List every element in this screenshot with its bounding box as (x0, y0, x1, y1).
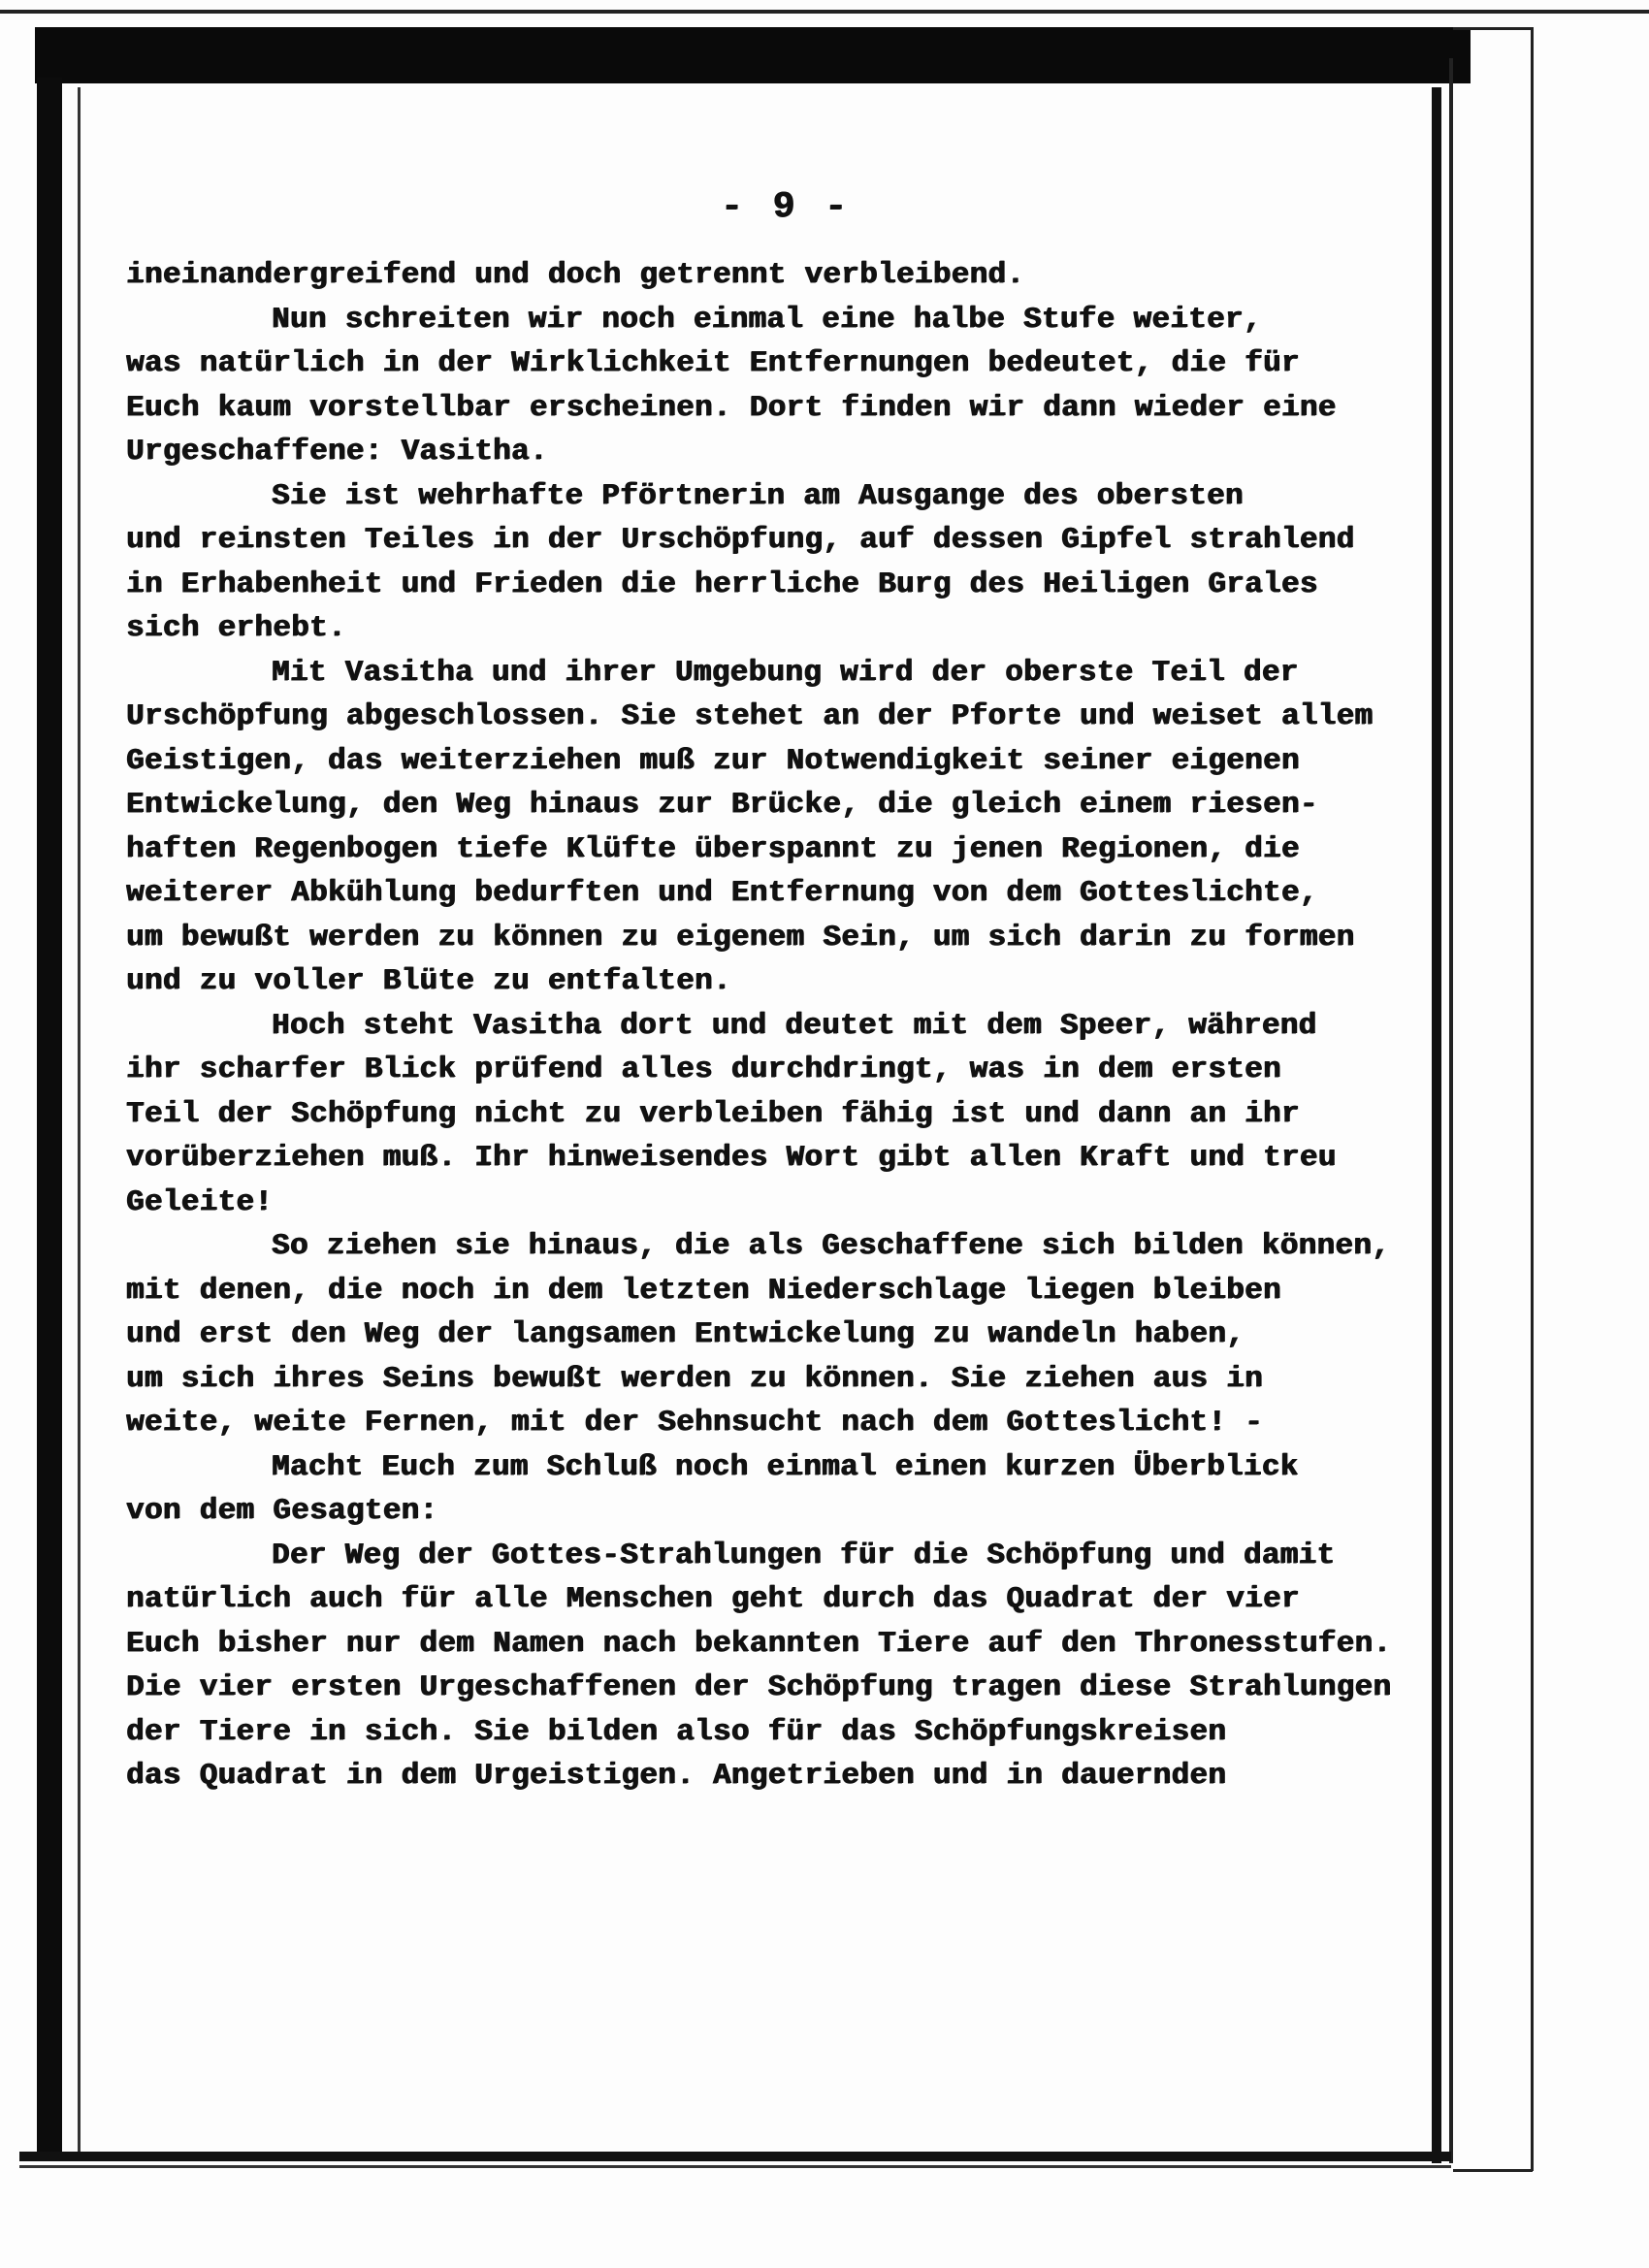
text-line: Nun schreiten wir noch einmal eine halbe Stufe weiter, (272, 302, 1262, 337)
text-line: natürlich auch für alle Menschen geht durch das Quadrat der vier (126, 1582, 1300, 1616)
text-line: sich erhebt. (126, 611, 346, 645)
text-line: Geleite! (126, 1184, 274, 1219)
paragraph (126, 1445, 1445, 1534)
body-text (126, 253, 1445, 1798)
text-line: was natürlich in der Wirklichkeit Entfernungen bedeutet, die für (126, 346, 1300, 380)
text-line: Teil der Schöpfung nicht zu verbleiben fähig ist und dann an ihr (126, 1096, 1300, 1131)
scan-outer-right-edge (1531, 27, 1534, 2171)
text-line: mit denen, die noch in dem letzten Niederschlage liegen bleiben (126, 1273, 1281, 1308)
text-line: um sich ihres Seins bewußt werden zu können. Sie ziehen aus in (126, 1361, 1263, 1396)
text-line: Entwickelung, den Weg hinaus zur Brücke, die gleich einem riesen- (126, 788, 1318, 822)
scan-left-border (37, 78, 62, 2154)
paragraph (126, 1004, 1445, 1225)
paragraph (126, 298, 1445, 474)
text-line: Urschöpfung abgeschlossen. Sie stehet an der Pforte und weiset allem (126, 699, 1374, 733)
scan-bottom-border (19, 2152, 1451, 2161)
text-line: Geistigen, das weiterziehen muß zur Notwendigkeit seiner eigenen (126, 743, 1300, 778)
paragraph (126, 651, 1445, 1004)
text-line: und erst den Weg der langsamen Entwickelung zu wandeln haben, (126, 1317, 1245, 1351)
text-line: Euch bisher nur dem Namen nach bekannten Tiere auf den Thronesstufen. (126, 1626, 1392, 1661)
typed-page (126, 175, 1445, 1798)
paragraph (126, 253, 1445, 298)
text-line: und zu voller Blüte zu entfalten. (126, 964, 731, 998)
scan-outer-top-edge (1453, 27, 1533, 30)
text-line: und reinsten Teiles in der Urschöpfung, auf dessen Gipfel strahlend (126, 523, 1355, 557)
text-line: Der Weg der Gottes-Strahlungen für die Schöpfung und damit (272, 1538, 1336, 1572)
scan-top-edge (0, 10, 1649, 14)
text-line: So ziehen sie hinaus, die als Geschaffene sich bilden können, (272, 1229, 1391, 1263)
text-line: weiterer Abkühlung bedurften und Entfernung von dem Gotteslichte, (126, 876, 1318, 910)
text-line: von dem Gesagten: (126, 1494, 438, 1528)
text-line: ihr scharfer Blick prüfend alles durchdringt, was in dem ersten (126, 1053, 1281, 1086)
paragraph (126, 1534, 1445, 1798)
text-line: Macht Euch zum Schluß noch einmal einen kurzen Überblick (272, 1449, 1299, 1484)
text-line: ineinandergreifend und doch getrennt verbleibend. (126, 258, 1025, 292)
text-line: vorüberziehen muß. Ihr hinweisendes Wort gibt allen Kraft und treu (126, 1141, 1337, 1175)
paragraph (126, 1224, 1445, 1445)
text-line: Die vier ersten Urgeschaffenen der Schöpfung tragen diese Strahlungen (126, 1670, 1392, 1704)
scan-right-line (1449, 58, 1453, 2163)
text-line: Euch kaum vorstellbar erscheinen. Dort finden wir dann wieder eine (126, 390, 1337, 425)
scan-left-inner-line (78, 87, 81, 2154)
scan-bottom-line (19, 2165, 1451, 2168)
text-line: der Tiere in sich. Sie bilden also für das Schöpfungskreisen (126, 1714, 1227, 1749)
text-line: um bewußt werden zu können zu eigenem Sein, um sich darin zu formen (126, 920, 1355, 955)
text-line: Urgeschaffene: Vasitha. (126, 435, 548, 469)
scan-outer-bottom-edge (1453, 2169, 1533, 2172)
text-line: das Quadrat in dem Urgeistigen. Angetrieben und in dauernden (126, 1759, 1227, 1793)
text-line: Hoch steht Vasitha dort und deutet mit dem Speer, während (272, 1008, 1317, 1043)
text-line: in Erhabenheit und Frieden die herrliche Burg des Heiligen Grales (126, 567, 1318, 601)
text-line: Sie ist wehrhafte Pförtnerin am Ausgange des obersten (272, 478, 1244, 513)
text-line: haften Regenbogen tiefe Klüfte überspannt zu jenen Regionen, die (126, 831, 1300, 866)
text-line: weite, weite Fernen, mit der Sehnsucht nach dem Gotteslicht! - (126, 1406, 1263, 1440)
paragraph (126, 474, 1445, 651)
scan-top-band (35, 27, 1471, 83)
page-number: - 9 - (720, 186, 852, 228)
text-line: Mit Vasitha und ihrer Umgebung wird der oberste Teil der (272, 655, 1299, 690)
